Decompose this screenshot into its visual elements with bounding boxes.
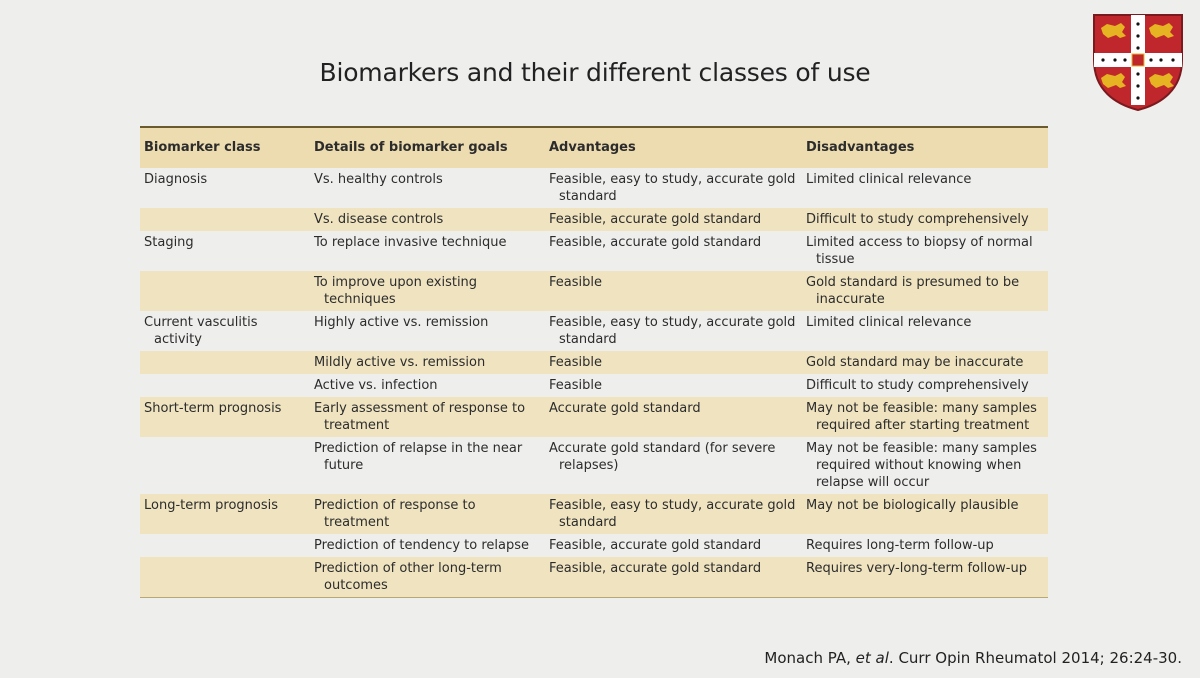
cell-advantages [545,494,802,534]
cell-biomarker-class [140,271,310,311]
cell-disadvantages [802,534,1048,557]
cell-goal [310,374,545,397]
table-body [140,168,1048,598]
cell-biomarker-class [140,557,310,598]
cell-advantages-text: Feasible, accurate gold standard [549,212,762,227]
cell-advantages [545,557,802,598]
cell-advantages-text: Feasible, accurate gold standard [549,561,762,576]
cell-advantages [545,231,802,271]
cell-goal-text: Prediction of response to treatment [314,498,476,530]
cell-disadvantages [802,557,1048,598]
cell-goal [310,231,545,271]
cell-biomarker-class [140,231,310,271]
cell-disadvantages-text: May not be feasible: many samples required without knowing when relapse will occur [806,441,1037,490]
cell-advantages-text: Feasible [549,355,602,370]
cell-disadvantages-text: Limited clinical relevance [806,315,972,330]
cell-biomarker-class [140,397,310,437]
cell-disadvantages-text: Requires long-term follow-up [806,538,994,553]
cell-goal-text: Highly active vs. remission [314,315,489,330]
cell-advantages [545,374,802,397]
cell-advantages [545,397,802,437]
cell-disadvantages [802,494,1048,534]
table-row [140,168,1048,208]
cell-goal [310,168,545,208]
slide-title: Biomarkers and their different classes of use [319,58,871,87]
cell-disadvantages-text: May not be feasible: many samples required after starting treatment [806,401,1037,433]
table-row [140,271,1048,311]
table-row [140,397,1048,437]
table-row [140,534,1048,557]
cell-goal-text: Vs. healthy controls [314,172,443,187]
cell-disadvantages-text: May not be biologically plausible [806,498,1019,513]
cell-goal [310,208,545,231]
table-row [140,494,1048,534]
cell-disadvantages [802,397,1048,437]
cell-goal-text: Prediction of relapse in the near future [314,441,523,473]
header-biomarker-class: Biomarker class [144,140,261,155]
cell-goal [310,397,545,437]
cell-biomarker-class [140,168,310,208]
table-row [140,351,1048,374]
cell-biomarker-class-text: Long-term prognosis [144,498,279,513]
cell-goal [310,311,545,351]
biomarker-table [140,126,1048,598]
cell-goal-text: Mildly active vs. remission [314,355,486,370]
table-row [140,208,1048,231]
cell-advantages-text: Feasible, accurate gold standard [549,538,762,553]
cell-goal [310,557,545,598]
cell-disadvantages-text: Difficult to study comprehensively [806,212,1029,227]
cell-disadvantages [802,437,1048,494]
header-advantages: Advantages [549,140,636,155]
cell-advantages-text: Accurate gold standard (for severe relapses) [549,441,776,473]
cell-advantages-text: Feasible [549,275,602,290]
cell-goal-text: Early assessment of response to treatment [314,401,526,433]
cell-biomarker-class [140,374,310,397]
cell-disadvantages-text: Difficult to study comprehensively [806,378,1029,393]
citation-etal: et al [855,649,889,667]
cell-disadvantages [802,208,1048,231]
cell-advantages-text: Feasible, accurate gold standard [549,235,762,250]
table-row [140,311,1048,351]
cell-advantages-text: Accurate gold standard [549,401,701,416]
cell-advantages [545,208,802,231]
cell-goal-text: To improve upon existing techniques [314,275,478,307]
cell-goal [310,534,545,557]
cell-goal-text: Active vs. infection [314,378,438,393]
cell-disadvantages [802,271,1048,311]
cell-disadvantages-text: Gold standard may be inaccurate [806,355,1024,370]
cell-goal-text: Prediction of tendency to relapse [314,538,530,553]
cell-advantages [545,168,802,208]
cell-biomarker-class-text: Staging [144,235,194,250]
citation [764,649,1182,667]
cell-disadvantages [802,311,1048,351]
table-row [140,231,1048,271]
cell-goal [310,494,545,534]
header-disadvantages: Disadvantages [806,140,915,155]
cell-advantages-text: Feasible, easy to study, accurate gold standard [549,498,796,530]
university-crest-icon [1091,12,1185,112]
cell-goal [310,271,545,311]
cell-advantages-text: Feasible, easy to study, accurate gold standard [549,172,796,204]
cell-biomarker-class [140,311,310,351]
cell-goal [310,437,545,494]
cell-biomarker-class [140,208,310,231]
cell-advantages-text: Feasible [549,378,602,393]
table-row [140,557,1048,598]
cell-advantages [545,534,802,557]
citation-authors: Monach PA, [764,649,856,667]
table-row [140,437,1048,494]
table-row [140,374,1048,397]
cell-disadvantages [802,168,1048,208]
cell-disadvantages [802,351,1048,374]
cell-biomarker-class [140,437,310,494]
cell-biomarker-class-text: Short-term prognosis [144,401,282,416]
cell-biomarker-class [140,534,310,557]
cell-goal-text: To replace invasive technique [314,235,507,250]
cell-advantages [545,351,802,374]
cell-advantages [545,271,802,311]
cell-goal-text: Vs. disease controls [314,212,444,227]
cell-disadvantages [802,231,1048,271]
cell-disadvantages [802,374,1048,397]
cell-biomarker-class [140,351,310,374]
citation-source: . Curr Opin Rheumatol 2014; 26:24-30. [888,649,1182,667]
cell-advantages [545,437,802,494]
cell-disadvantages-text: Limited access to biopsy of normal tissue [806,235,1033,267]
cell-disadvantages-text: Gold standard is presumed to be inaccurate [806,275,1020,307]
table-header-row [140,127,1048,168]
cell-advantages [545,311,802,351]
header-details: Details of biomarker goals [314,140,508,155]
cell-goal-text: Prediction of other long-term outcomes [314,561,502,593]
cell-biomarker-class [140,494,310,534]
cell-biomarker-class-text: Current vasculitis activity [144,315,258,347]
cell-disadvantages-text: Limited clinical relevance [806,172,972,187]
cell-disadvantages-text: Requires very-long-term follow-up [806,561,1027,576]
cell-biomarker-class-text: Diagnosis [144,172,208,187]
cell-advantages-text: Feasible, easy to study, accurate gold standard [549,315,796,347]
cell-goal [310,351,545,374]
